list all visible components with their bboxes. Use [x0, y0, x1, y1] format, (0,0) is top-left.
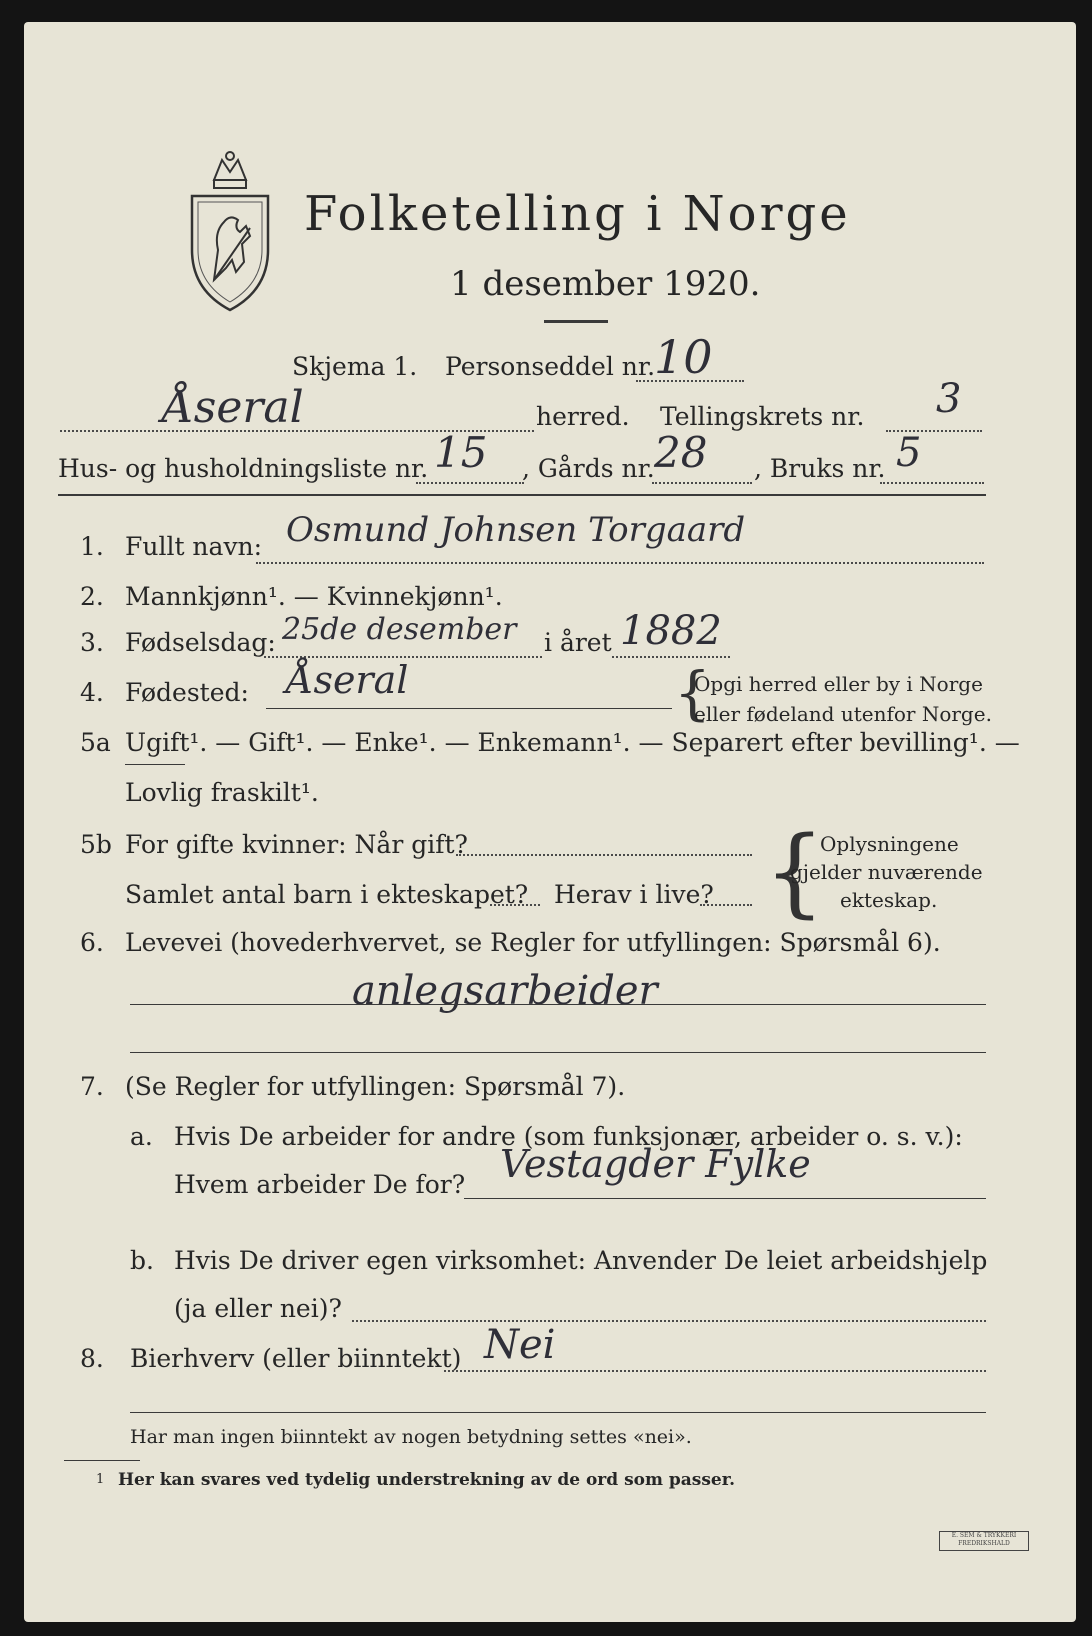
- q3-year-label: i året: [544, 628, 612, 657]
- bruks-value: 5: [896, 430, 922, 476]
- title-divider: [544, 320, 608, 323]
- q5a-other-options: ¹. — Gift¹. — Enke¹. — Enkemann¹. — Separert efter bevilling¹. —: [189, 728, 1020, 757]
- hus-value: 15: [434, 428, 488, 477]
- herred-label: herred.: [536, 402, 630, 431]
- q4-brace: {: [674, 659, 711, 727]
- ugift-underline: [125, 764, 185, 765]
- full-name-value: Osmund Johnsen Torgaard: [286, 510, 746, 550]
- q7b-line2: (ja eller nei)?: [174, 1294, 342, 1323]
- gards-value: 28: [654, 428, 708, 477]
- q5b-children-label: Samlet antal barn i ekteskapet?: [125, 880, 529, 909]
- q4-label: Fødested:: [125, 678, 249, 707]
- q1-label: Fullt navn:: [125, 532, 263, 561]
- q3-number: 3.: [80, 628, 104, 657]
- q8-number: 8.: [80, 1344, 104, 1373]
- birth-day-value: 25de desember: [282, 612, 517, 647]
- q7b-letter: b.: [130, 1246, 154, 1275]
- q8-label: Bierhverv (eller biinntekt): [130, 1344, 462, 1373]
- q7-label: (Se Regler for utfyllingen: Spørsmål 7).: [125, 1072, 626, 1101]
- printer-stamp: E. SEM & TRYKKERI FREDRIKSHALD: [939, 1531, 1029, 1551]
- q5b-note-line2: gjelder nuværende: [790, 860, 983, 884]
- q2-number: 2.: [80, 582, 104, 611]
- side-occupation-value: Nei: [484, 1322, 556, 1368]
- skjema-label: Skjema 1.: [292, 352, 418, 381]
- q5b-note-line3: ekteskap.: [840, 888, 938, 912]
- header-rule: [58, 494, 986, 496]
- footnote-mark: 1: [96, 1472, 105, 1487]
- q6-number: 6.: [80, 928, 104, 957]
- q5b-number: 5b: [80, 830, 112, 859]
- q7a-line2: Hvem arbeider De for?: [174, 1170, 466, 1199]
- personseddel-label: Personseddel nr.: [445, 352, 656, 381]
- gards-label: , Gårds nr.: [522, 454, 655, 483]
- q1-number: 1.: [80, 532, 104, 561]
- q7-number: 7.: [80, 1072, 104, 1101]
- form-date: 1 desember 1920.: [450, 264, 761, 304]
- occupation-value: anlegsarbeider: [352, 968, 658, 1014]
- tellingskrets-value: 3: [936, 376, 962, 422]
- q4-note-line2: eller fødeland utenfor Norge.: [694, 702, 992, 726]
- q7a-letter: a.: [130, 1122, 153, 1151]
- q6-label: Levevei (hovederhvervet, se Regler for utfyllingen: Spørsmål 6).: [125, 928, 941, 957]
- hus-label: Hus- og husholdningsliste nr.: [58, 454, 429, 483]
- q5a-line1: [125, 728, 1020, 757]
- q4-note-line1: Opgi herred eller by i Norge: [694, 672, 983, 696]
- bruks-label: , Bruks nr.: [754, 454, 886, 483]
- q2-label: Mannkjønn¹. — Kvinnekjønn¹.: [125, 582, 503, 611]
- herred-value: Åseral: [162, 382, 304, 433]
- q5b-brace: {: [764, 816, 826, 928]
- q5a-line2: Lovlig fraskilt¹.: [125, 778, 319, 807]
- q5b-alive-label: Herav i live?: [554, 880, 714, 909]
- footnote-rule: [64, 1460, 140, 1461]
- personseddel-value: 10: [654, 330, 713, 384]
- birth-year-value: 1882: [620, 608, 722, 654]
- ugift-option: Ugift: [125, 728, 190, 757]
- census-form: [24, 22, 1076, 1622]
- q5b-note-line1: Oplysningene: [820, 832, 959, 856]
- footnote-text: Her kan svares ved tydelig understrekning av de ord som passer.: [118, 1470, 736, 1490]
- q5a-number: 5a: [80, 728, 111, 757]
- q5b-line1: For gifte kvinner: Når gift?: [125, 830, 468, 859]
- norwegian-lion-crest-icon: [184, 140, 276, 312]
- form-title: Folketelling i Norge: [304, 186, 851, 242]
- employer-value: Vestagder Fylke: [500, 1142, 811, 1186]
- tellingskrets-label: Tellingskrets nr.: [660, 402, 865, 431]
- q3-label: Fødselsdag:: [125, 628, 276, 657]
- q7b-line1: Hvis De driver egen virksomhet: Anvender De leiet arbeidshjelp: [174, 1246, 988, 1275]
- q4-number: 4.: [80, 678, 104, 707]
- birthplace-value: Åseral: [286, 658, 409, 702]
- q7a-line1: Hvis De arbeider for andre (som funksjonær, arbeider o. s. v.):: [174, 1122, 963, 1151]
- footer-note: Har man ingen biinntekt av nogen betydning settes «nei».: [130, 1426, 692, 1448]
